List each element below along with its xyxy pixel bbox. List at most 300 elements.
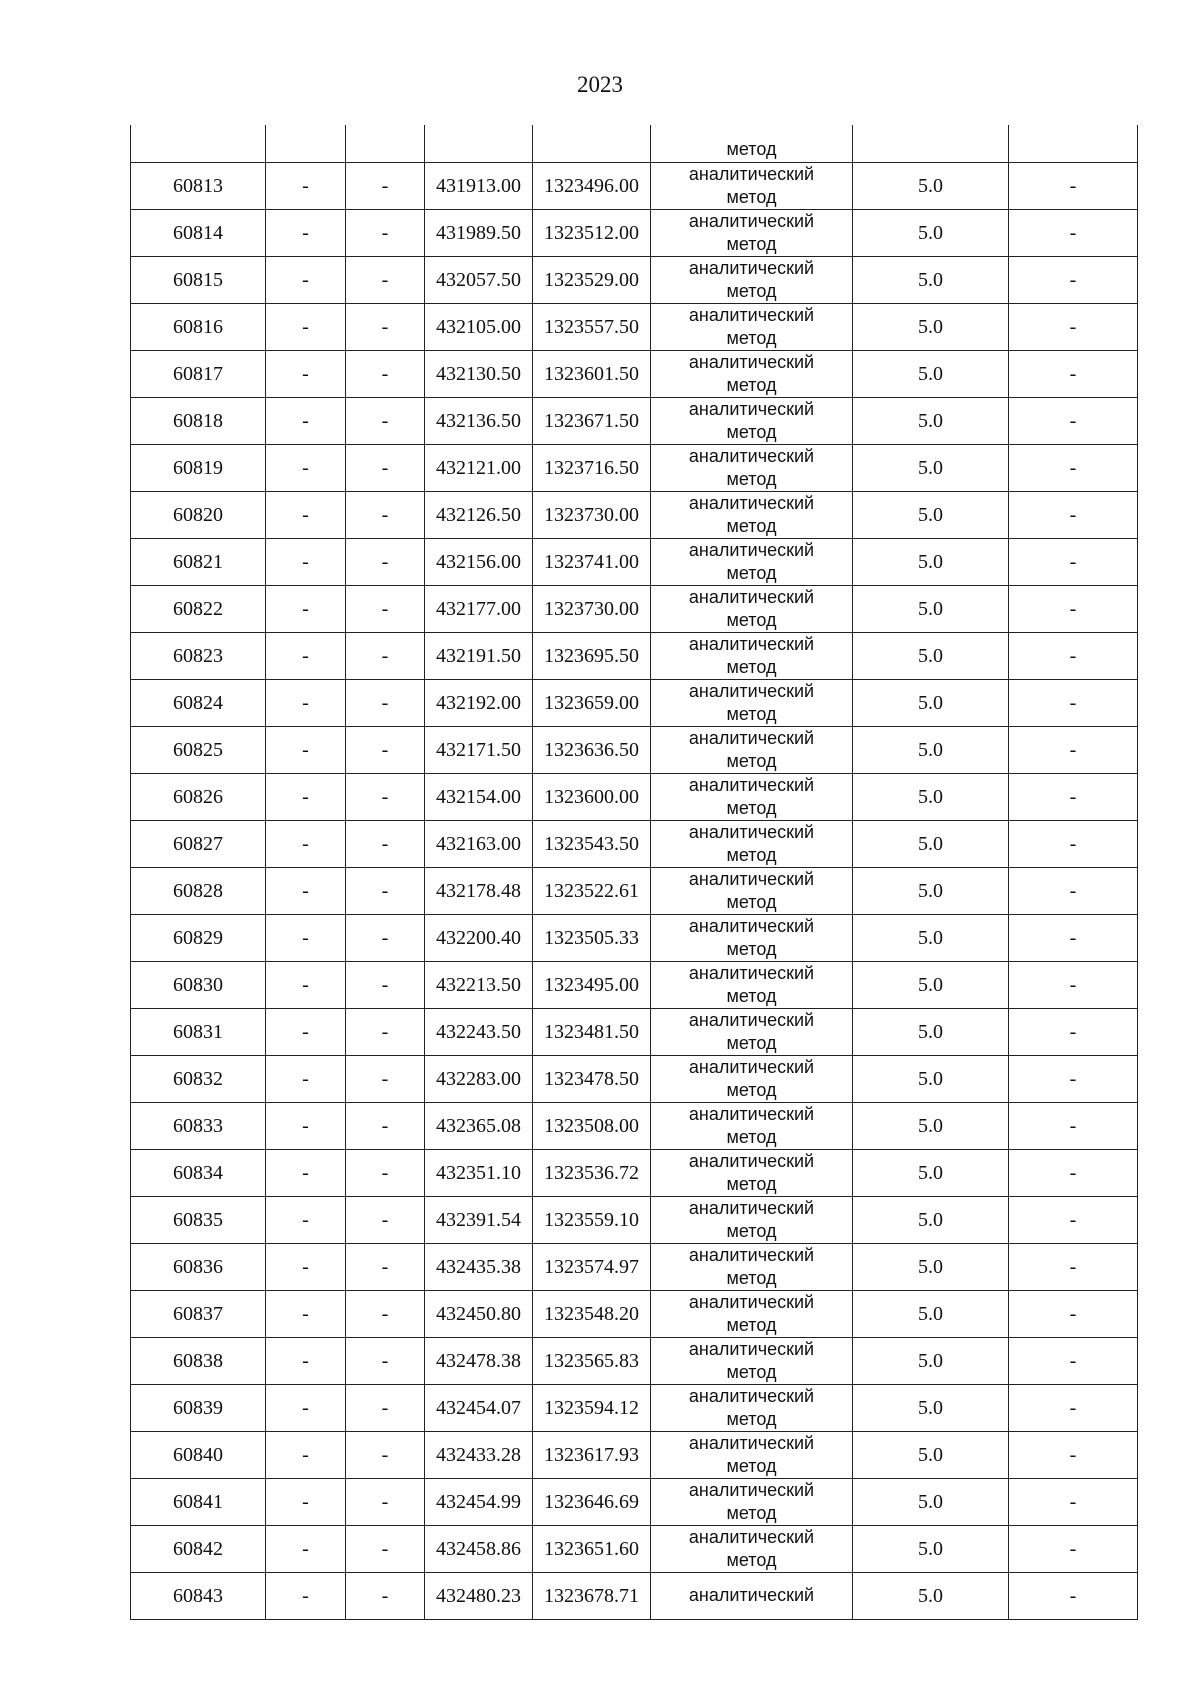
method-line-2: метод [726,1362,777,1382]
cell-accuracy: 5.0 [853,1432,1009,1479]
cell-col8: - [1009,586,1138,633]
method-line-2: метод [726,751,777,771]
cell-col2: - [266,163,346,210]
method-line-2: метод [726,1409,777,1429]
cell-x: 432391.54 [425,1197,533,1244]
cell-col8: - [1009,1573,1138,1620]
cell-method [651,539,853,586]
cell-method [651,1009,853,1056]
method-line-1: аналитический [688,681,815,701]
method-line-2: метод [726,1033,777,1053]
method-line-1: аналитический [688,540,815,560]
table-row [131,727,1138,774]
cell-method [651,1150,853,1197]
cell-col8: - [1009,1526,1138,1573]
cell-point-id: 60830 [131,962,266,1009]
cell-col2: - [266,1009,346,1056]
method-line-2: метод [726,704,777,724]
coordinates-table [130,125,1138,1620]
cell-method [651,962,853,1009]
cell-col3: - [346,1338,425,1385]
cell-point-id [131,125,266,163]
cell-col8: - [1009,1385,1138,1432]
cell-accuracy [853,125,1009,163]
cell-point-id: 60832 [131,1056,266,1103]
cell-col3: - [346,915,425,962]
cell-col8: - [1009,727,1138,774]
cell-point-id: 60815 [131,257,266,304]
cell-x: 432365.08 [425,1103,533,1150]
method-line-1: аналитический [688,164,815,184]
cell-col2: - [266,1103,346,1150]
cell-x: 432213.50 [425,962,533,1009]
cell-x: 432136.50 [425,398,533,445]
cell-col8: - [1009,1150,1138,1197]
cell-col3 [346,125,425,163]
cell-x: 432057.50 [425,257,533,304]
table-row [131,163,1138,210]
cell-y: 1323481.50 [533,1009,651,1056]
cell-accuracy: 5.0 [853,915,1009,962]
cell-point-id: 60821 [131,539,266,586]
cell-y: 1323536.72 [533,1150,651,1197]
cell-col3: - [346,445,425,492]
cell-x: 432480.23 [425,1573,533,1620]
cell-accuracy: 5.0 [853,445,1009,492]
cell-y: 1323574.97 [533,1244,651,1291]
table-row [131,304,1138,351]
cell-method [651,445,853,492]
cell-method [651,1385,853,1432]
cell-method [651,1103,853,1150]
cell-col8: - [1009,633,1138,680]
cell-point-id: 60825 [131,727,266,774]
cell-y: 1323646.69 [533,1479,651,1526]
table-row [131,1385,1138,1432]
cell-x: 432191.50 [425,633,533,680]
cell-col8: - [1009,962,1138,1009]
cell-point-id: 60824 [131,680,266,727]
cell-x: 432450.80 [425,1291,533,1338]
table-body [131,125,1138,1619]
cell-y: 1323529.00 [533,257,651,304]
cell-y: 1323565.83 [533,1338,651,1385]
table-row [131,1479,1138,1526]
cell-col3: - [346,351,425,398]
method-line-1: аналитический [688,352,815,372]
cell-y: 1323557.50 [533,304,651,351]
method-line-1: аналитический [688,1386,815,1406]
method-line-1: аналитический [688,211,815,231]
cell-col3: - [346,304,425,351]
cell-accuracy: 5.0 [853,1150,1009,1197]
cell-method [651,210,853,257]
cell-col2: - [266,492,346,539]
table-row [131,1103,1138,1150]
cell-accuracy: 5.0 [853,868,1009,915]
cell-method [651,586,853,633]
method-line-1: аналитический [688,1151,815,1171]
method-line-2: метод [726,1221,777,1241]
cell-y: 1323651.60 [533,1526,651,1573]
cell-col2: - [266,1479,346,1526]
method-line-2: метод [726,187,777,207]
cell-method [651,1244,853,1291]
cell-y: 1323594.12 [533,1385,651,1432]
cell-point-id: 60827 [131,821,266,868]
cell-col8: - [1009,1009,1138,1056]
method-line-2: метод [726,657,777,677]
method-line-2: метод [726,516,777,536]
cell-x: 432163.00 [425,821,533,868]
cell-y: 1323678.71 [533,1573,651,1620]
page-number: 2023 [577,72,623,97]
method-line-1: аналитический [688,1104,815,1124]
cell-x: 432156.00 [425,539,533,586]
cell-point-id: 60819 [131,445,266,492]
cell-y: 1323522.61 [533,868,651,915]
cell-col2: - [266,398,346,445]
cell-col2: - [266,727,346,774]
method-line-1: аналитический [688,1585,815,1606]
table-row [131,821,1138,868]
cell-col2: - [266,304,346,351]
method-line-1: аналитический [688,446,815,466]
method-line-1: аналитический [688,728,815,748]
cell-point-id: 60837 [131,1291,266,1338]
cell-point-id: 60835 [131,1197,266,1244]
table-row [131,586,1138,633]
table-row [131,492,1138,539]
cell-point-id: 60838 [131,1338,266,1385]
cell-x: 432154.00 [425,774,533,821]
cell-x: 432200.40 [425,915,533,962]
cell-col3: - [346,586,425,633]
method-line-2: метод [726,1503,777,1523]
table-row [131,1526,1138,1573]
cell-col2: - [266,586,346,633]
cell-y: 1323559.10 [533,1197,651,1244]
table-row [131,398,1138,445]
cell-col3: - [346,774,425,821]
cell-method [651,727,853,774]
cell-point-id: 60836 [131,1244,266,1291]
table-row [131,210,1138,257]
cell-x: 432478.38 [425,1338,533,1385]
cell-method [651,1432,853,1479]
cell-y: 1323543.50 [533,821,651,868]
cell-accuracy: 5.0 [853,1244,1009,1291]
cell-col2: - [266,1056,346,1103]
cell-accuracy: 5.0 [853,163,1009,210]
cell-x: 432192.00 [425,680,533,727]
method-line-2: метод [726,892,777,912]
cell-point-id: 60817 [131,351,266,398]
cell-x: 432178.48 [425,868,533,915]
method-line-1: аналитический [688,399,815,419]
cell-col2: - [266,1291,346,1338]
cell-accuracy: 5.0 [853,1291,1009,1338]
table-row [131,445,1138,492]
cell-method [651,304,853,351]
table-row [131,539,1138,586]
cell-col2: - [266,351,346,398]
cell-method [651,1526,853,1573]
table-row [131,774,1138,821]
method-line-1: аналитический [688,822,815,842]
method-line-1: аналитический [688,1198,815,1218]
cell-col3: - [346,398,425,445]
cell-col3: - [346,1291,425,1338]
cell-y: 1323601.50 [533,351,651,398]
cell-point-id: 60823 [131,633,266,680]
method-line-1: аналитический [688,1339,815,1359]
table-row [131,257,1138,304]
cell-col2: - [266,821,346,868]
cell-col8: - [1009,539,1138,586]
cell-accuracy: 5.0 [853,774,1009,821]
table-row [131,1432,1138,1479]
cell-method [651,1291,853,1338]
cell-point-id: 60842 [131,1526,266,1573]
cell-point-id: 60818 [131,398,266,445]
cell-col3: - [346,680,425,727]
method-line-2: метод [726,798,777,818]
cell-accuracy: 5.0 [853,1056,1009,1103]
cell-x: 432283.00 [425,1056,533,1103]
cell-accuracy: 5.0 [853,727,1009,774]
cell-col2: - [266,210,346,257]
cell-col2: - [266,1526,346,1573]
cell-x: 432130.50 [425,351,533,398]
cell-point-id: 60834 [131,1150,266,1197]
cell-col8: - [1009,492,1138,539]
cell-method [651,680,853,727]
cell-point-id: 60816 [131,304,266,351]
cell-col8: - [1009,1056,1138,1103]
cell-accuracy: 5.0 [853,492,1009,539]
method-line-1: аналитический [688,258,815,278]
coordinates-table-wrapper [130,125,1137,1620]
cell-accuracy: 5.0 [853,1338,1009,1385]
cell-col8: - [1009,1432,1138,1479]
cell-accuracy: 5.0 [853,586,1009,633]
cell-col2: - [266,539,346,586]
cell-col2: - [266,1573,346,1620]
cell-point-id: 60829 [131,915,266,962]
cell-col8: - [1009,915,1138,962]
cell-accuracy: 5.0 [853,351,1009,398]
cell-method [651,1573,853,1620]
cell-y: 1323617.93 [533,1432,651,1479]
cell-accuracy: 5.0 [853,1526,1009,1573]
cell-x: 432433.28 [425,1432,533,1479]
table-row [131,1291,1138,1338]
cell-x: 432454.99 [425,1479,533,1526]
table-row [131,868,1138,915]
cell-y: 1323508.00 [533,1103,651,1150]
cell-accuracy: 5.0 [853,398,1009,445]
table-row [131,962,1138,1009]
cell-col2: - [266,1432,346,1479]
method-line-1: аналитический [688,493,815,513]
cell-col2: - [266,680,346,727]
cell-accuracy: 5.0 [853,1009,1009,1056]
table-row [131,633,1138,680]
cell-point-id: 60828 [131,868,266,915]
cell-y: 1323496.00 [533,163,651,210]
cell-y: 1323741.00 [533,539,651,586]
cell-col3: - [346,1526,425,1573]
cell-col3: - [346,210,425,257]
cell-col3: - [346,962,425,1009]
cell-accuracy: 5.0 [853,1573,1009,1620]
cell-x [425,125,533,163]
method-line-2: метод [726,375,777,395]
cell-col8: - [1009,774,1138,821]
cell-col2: - [266,868,346,915]
cell-col2: - [266,962,346,1009]
cell-point-id: 60831 [131,1009,266,1056]
method-line-1: аналитический [688,1245,815,1265]
cell-col3: - [346,492,425,539]
method-line-1: аналитический [688,869,815,889]
cell-accuracy: 5.0 [853,1479,1009,1526]
cell-point-id: 60814 [131,210,266,257]
cell-point-id: 60843 [131,1573,266,1620]
cell-col8: - [1009,351,1138,398]
cell-method [651,1056,853,1103]
method-line-1: аналитический [688,587,815,607]
cell-col2: - [266,1385,346,1432]
cell-x: 432351.10 [425,1150,533,1197]
method-line-2: метод [726,1174,777,1194]
cell-col3: - [346,1103,425,1150]
cell-col8: - [1009,398,1138,445]
cell-accuracy: 5.0 [853,210,1009,257]
table-row-continued [131,125,1138,163]
cell-col2: - [266,257,346,304]
cell-method [651,774,853,821]
method-line-1: аналитический [688,775,815,795]
cell-accuracy: 5.0 [853,962,1009,1009]
cell-col3: - [346,1385,425,1432]
method-line-1: аналитический [688,1292,815,1312]
cell-x: 432126.50 [425,492,533,539]
cell-col3: - [346,1432,425,1479]
cell-y: 1323495.00 [533,962,651,1009]
cell-point-id: 60822 [131,586,266,633]
cell-x: 432435.38 [425,1244,533,1291]
cell-y: 1323671.50 [533,398,651,445]
method-line-2: метод [726,563,777,583]
table-row [131,680,1138,727]
method-line-2: метод [726,1315,777,1335]
cell-x: 432105.00 [425,304,533,351]
cell-y: 1323636.50 [533,727,651,774]
cell-x: 431989.50 [425,210,533,257]
cell-point-id: 60833 [131,1103,266,1150]
cell-col3: - [346,163,425,210]
cell-y: 1323659.00 [533,680,651,727]
cell-method [651,633,853,680]
cell-col2 [266,125,346,163]
cell-x: 432454.07 [425,1385,533,1432]
cell-y: 1323505.33 [533,915,651,962]
cell-col2: - [266,1197,346,1244]
cell-col3: - [346,1573,425,1620]
cell-col8: - [1009,868,1138,915]
method-line-2: метод [726,1550,777,1570]
method-line-2: метод [726,1080,777,1100]
cell-col3: - [346,868,425,915]
table-row [131,1056,1138,1103]
table-row [131,1338,1138,1385]
method-line-1: аналитический [688,1057,815,1077]
cell-y [533,125,651,163]
cell-col2: - [266,633,346,680]
cell-y: 1323695.50 [533,633,651,680]
cell-col2: - [266,1338,346,1385]
method-line-2: метод [726,1268,777,1288]
method-line-1: аналитический [688,1527,815,1547]
cell-col8: - [1009,257,1138,304]
cell-col3: - [346,821,425,868]
cell-accuracy: 5.0 [853,304,1009,351]
method-line-2: метод [726,1127,777,1147]
cell-accuracy: 5.0 [853,680,1009,727]
cell-col8: - [1009,680,1138,727]
cell-accuracy: 5.0 [853,633,1009,680]
cell-col8: - [1009,304,1138,351]
table-row [131,1150,1138,1197]
cell-col3: - [346,257,425,304]
cell-col3: - [346,1009,425,1056]
cell-col8: - [1009,445,1138,492]
cell-col8: - [1009,1479,1138,1526]
cell-accuracy: 5.0 [853,1103,1009,1150]
method-line-2: метод [726,328,777,348]
cell-method [651,398,853,445]
cell-y: 1323478.50 [533,1056,651,1103]
method-line-2: метод [726,845,777,865]
cell-col2: - [266,915,346,962]
table-row [131,1244,1138,1291]
method-line-1: аналитический [688,916,815,936]
cell-col3: - [346,1197,425,1244]
cell-col8: - [1009,821,1138,868]
cell-col2: - [266,445,346,492]
method-line-1: аналитический [688,1433,815,1453]
cell-col8 [1009,125,1138,163]
cell-x: 432243.50 [425,1009,533,1056]
cell-method [651,1197,853,1244]
cell-x: 432171.50 [425,727,533,774]
cell-col8: - [1009,1197,1138,1244]
cell-y: 1323512.00 [533,210,651,257]
cell-method [651,1479,853,1526]
cell-x: 432177.00 [425,586,533,633]
cell-y: 1323600.00 [533,774,651,821]
method-line-2: метод [726,469,777,489]
cell-col3: - [346,1056,425,1103]
cell-col8: - [1009,163,1138,210]
table-row [131,1197,1138,1244]
method-line-2: метод [726,281,777,301]
method-line-1: аналитический [688,1010,815,1030]
cell-col8: - [1009,1338,1138,1385]
method-line-2: метод [726,422,777,442]
